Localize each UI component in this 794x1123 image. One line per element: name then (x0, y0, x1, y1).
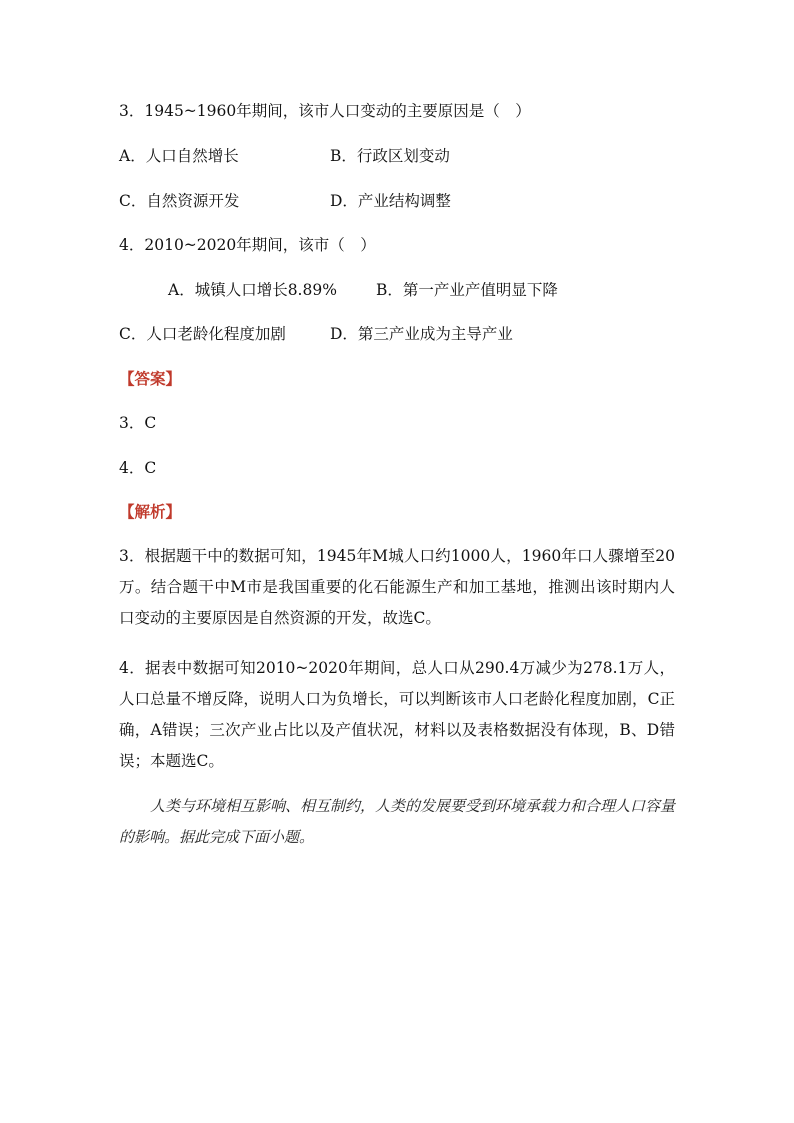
next-question-intro: 人类与环境相互影响、相互制约，人类的发展要受到环境承载力和合理人口容量的影响。据此完成下面小题。 (119, 797, 676, 846)
analysis-paragraph-4: 4．据表中数据可知2010~2020年期间，总人口从290.4万减少为278.1万人，人口总量不增反降，说明人口为负增长，可以判断该市人口老龄化程度加剧，C正确，A错误；三次产业占比以及产值状况，材料以及表格数据没有体现，B、D错误；本题选C。 (119, 659, 675, 770)
question-3-stem: 3．1945~1960年期间，该市人口变动的主要原因是（ ） (119, 102, 531, 120)
answer-item-3: 3．C (119, 414, 157, 432)
question-3-option-d: D．产业结构调整 (330, 192, 451, 210)
question-4-option-b: B．第一产业产值明显下降 (376, 281, 558, 299)
question-4-option-a: A．城镇人口增长8.89% (168, 281, 337, 299)
answer-item-4: 4．C (119, 459, 157, 477)
analysis-heading: 【解析】 (119, 502, 182, 521)
question-3-option-c: C．自然资源开发 (119, 192, 240, 210)
question-4-stem: 4．2010~2020年期间，该市（ ） (119, 236, 376, 254)
question-3-option-a: A．人口自然增长 (119, 147, 239, 165)
question-4-option-c: C．人口老龄化程度加剧 (119, 325, 286, 343)
answer-heading: 【答案】 (119, 369, 182, 388)
question-4-option-d: D．第三产业成为主导产业 (330, 325, 513, 343)
question-3-option-b: B．行政区划变动 (330, 147, 450, 165)
analysis-paragraph-3: 3．根据题干中的数据可知，1945年M城人口约1000人，1960年口人骤增至20万。结合题干中M市是我国重要的化石能源生产和加工基地，推测出该时期内人口变动的主要原因是自然资源的开发，故选C。 (119, 547, 675, 627)
